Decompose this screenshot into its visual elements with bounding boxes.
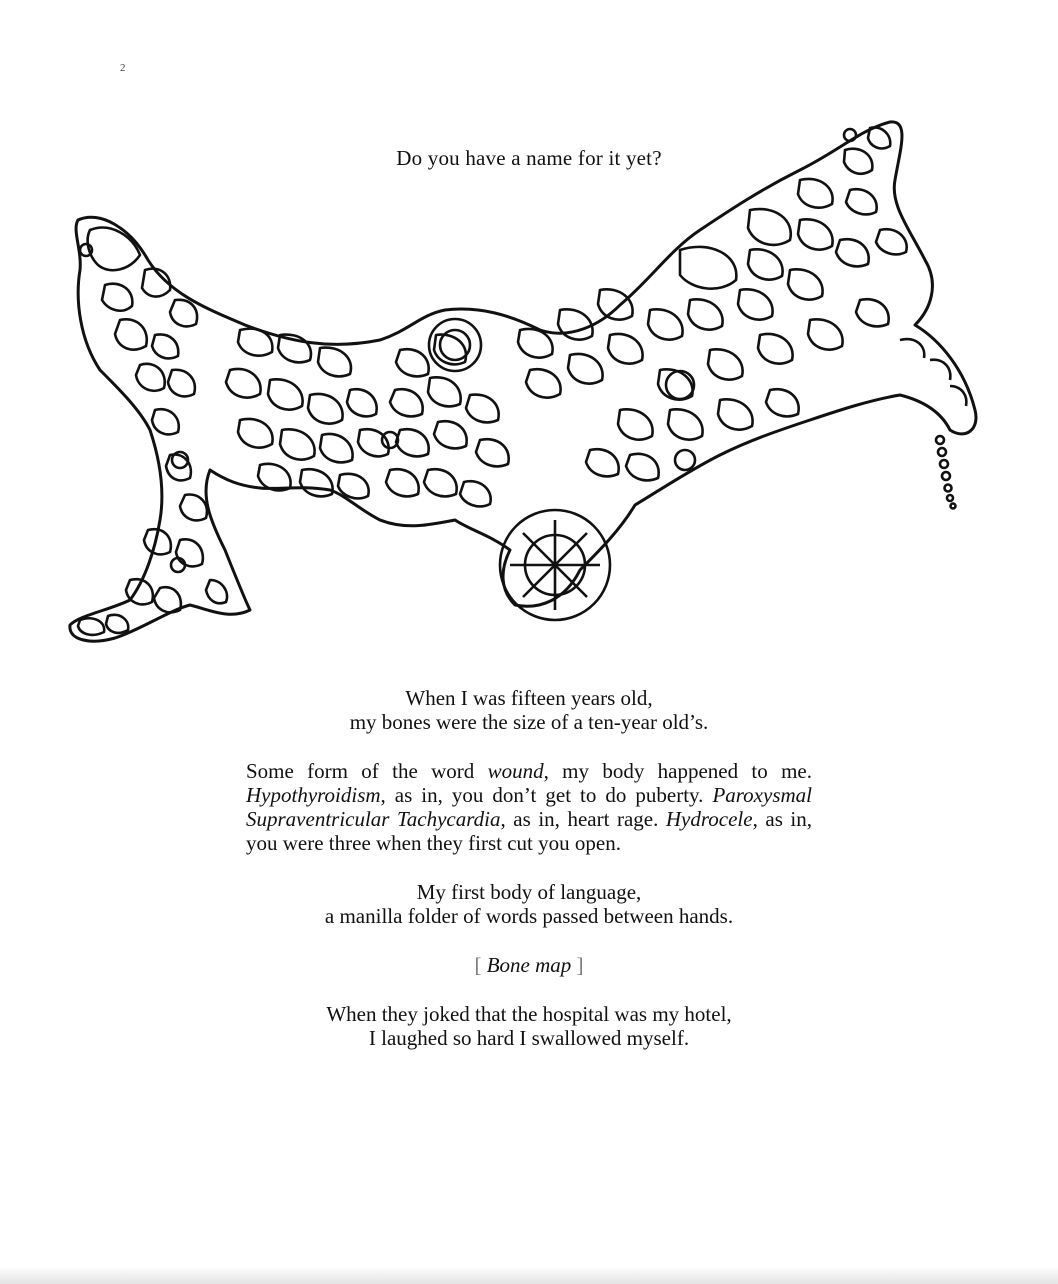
stanza-line: I laughed so hard I swallowed myself. bbox=[368, 1026, 690, 1050]
stanza-line: My first body of language, bbox=[416, 880, 642, 904]
prose-italic-term: wound bbox=[487, 759, 544, 783]
bone-map-illustration bbox=[60, 110, 990, 655]
prose-italic-term: Hydrocele bbox=[665, 807, 753, 831]
stanza-line: When they joked that the hospital was my hotel, bbox=[326, 1002, 732, 1026]
caption-text: Bone map bbox=[486, 953, 572, 977]
prose-text: , my body happened to me. bbox=[543, 759, 812, 783]
stanza-body-of-language bbox=[0, 880, 1058, 928]
stanza-fifteen-years bbox=[0, 686, 1058, 734]
prose-text: , as in, heart rage. bbox=[500, 807, 666, 831]
page-number: 2 bbox=[120, 62, 126, 74]
prose-italic-term: Hypothyroidism bbox=[246, 783, 381, 807]
bone-map-caption bbox=[0, 953, 1058, 978]
prose-text: Some form of the word bbox=[246, 759, 488, 783]
stanza-hospital-hotel bbox=[0, 1002, 1058, 1050]
prose-italic-term: Paroxysmal Supraventricular Tachycardia bbox=[246, 783, 812, 831]
prose-text: , as in, you don’t get to do puberty. bbox=[380, 783, 713, 807]
prose-paragraph-diagnoses bbox=[246, 759, 812, 855]
stanza-line: a manilla folder of words passed between hands. bbox=[324, 904, 734, 928]
prose-text: , as in, you were three when they first cut you open. bbox=[246, 807, 812, 855]
caption-open-bracket: [ bbox=[474, 953, 482, 977]
opening-question: Do you have a name for it yet? bbox=[396, 146, 662, 170]
caption-close-bracket: ] bbox=[576, 953, 584, 977]
page-bottom-edge bbox=[0, 1266, 1058, 1284]
stanza-line: When I was fifteen years old, bbox=[405, 686, 653, 710]
stanza-line: my bones were the size of a ten-year old’s. bbox=[349, 710, 709, 734]
